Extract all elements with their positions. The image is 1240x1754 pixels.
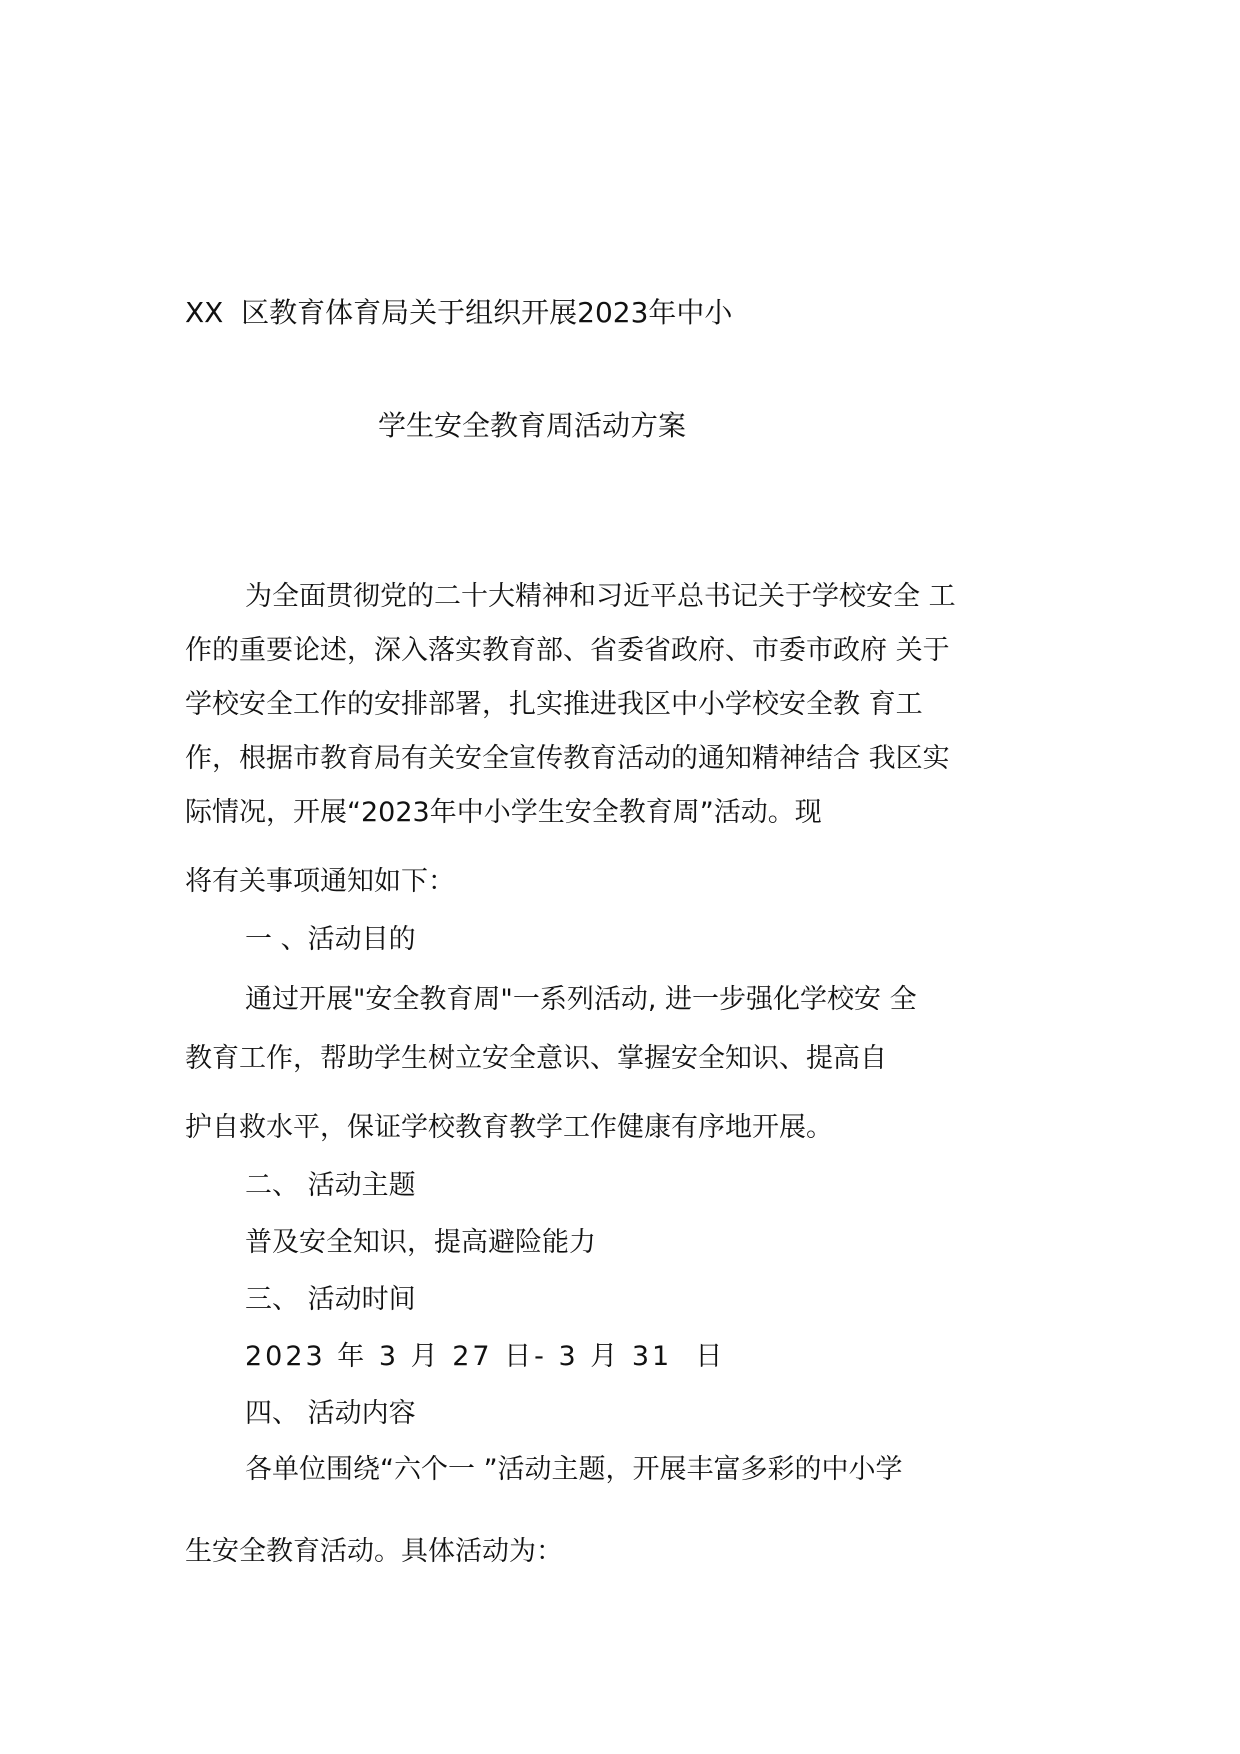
purpose-line: 通过开展"安全教育周"一系列活动, 进一步强化学校安 全 xyxy=(245,984,917,1015)
section-heading-theme: 二、 活动主题 xyxy=(245,1170,416,1201)
time-text: 2023 年 3 月 27 日- 3 月 31 日 xyxy=(245,1341,726,1372)
intro-line: 际情况，开展“2023年中小学生安全教育周”活动。现 xyxy=(185,797,822,828)
section-heading-content: 四、 活动内容 xyxy=(245,1398,416,1429)
intro-line: 学校安全工作的安排部署，扎实推进我区中小学校安全教 育工 xyxy=(185,689,923,720)
document-title-line-1: XX 区教育体育局关于组织开展2023年中小 xyxy=(185,296,733,329)
section-heading-purpose: 一 、活动目的 xyxy=(245,924,416,955)
purpose-line: 教育工作，帮助学生树立安全意识、掌握安全知识、提高自 xyxy=(185,1043,887,1074)
document-title-line-2: 学生安全教育周活动方案 xyxy=(378,409,687,442)
intro-line: 作，根据市教育局有关安全宣传教育活动的通知精神结合 我区实 xyxy=(185,743,950,774)
section-heading-time: 三、 活动时间 xyxy=(245,1284,416,1315)
content-line: 生安全教育活动。具体活动为： xyxy=(185,1536,563,1567)
intro-line: 作的重要论述，深入落实教育部、省委省政府、市委市政府 关于 xyxy=(185,635,950,666)
theme-text: 普及安全知识，提高避险能力 xyxy=(245,1227,596,1258)
content-line: 各单位围绕“六个一 ”活动主题，开展丰富多彩的中小学 xyxy=(245,1454,903,1485)
purpose-line: 护自救水平，保证学校教育教学工作健康有序地开展。 xyxy=(185,1112,833,1143)
intro-line: 为全面贯彻党的二十大精神和习近平总书记关于学校安全 工 xyxy=(245,581,956,612)
intro-line: 将有关事项通知如下： xyxy=(185,866,455,897)
